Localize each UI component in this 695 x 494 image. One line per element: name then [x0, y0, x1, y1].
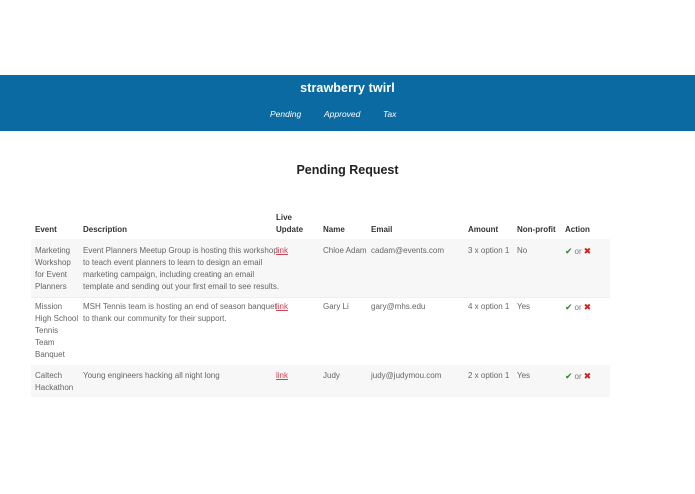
col-nonprofit: Non-profit — [517, 225, 556, 234]
event-line: Tennis — [35, 326, 59, 335]
row-actions — [565, 301, 591, 314]
reject-x-icon[interactable]: ✖ — [583, 302, 592, 312]
live-update-link[interactable]: link — [276, 371, 289, 380]
col-live-update-line2: Update — [276, 225, 304, 234]
row-amount: 3 x option 1 — [468, 246, 510, 255]
nav-tax[interactable]: Tax — [383, 109, 397, 119]
site-header — [0, 75, 695, 131]
or-label: or — [574, 372, 582, 381]
description-line: Young engineers hacking all night long — [83, 371, 220, 380]
event-line: Mission — [35, 302, 63, 311]
or-label: or — [574, 247, 582, 256]
row-amount: 4 x option 1 — [468, 302, 510, 311]
row-nonprofit: No — [517, 246, 528, 255]
row-event — [35, 301, 78, 361]
row-event — [35, 370, 73, 394]
row-nonprofit: Yes — [517, 371, 531, 380]
row-description — [83, 301, 277, 325]
row-nonprofit: Yes — [517, 302, 531, 311]
description-line: to thank our community for their support. — [83, 314, 227, 323]
row-email: gary@mhs.edu — [371, 302, 426, 311]
nav-approved[interactable]: Approved — [324, 109, 361, 119]
approve-check-icon[interactable]: ✔ — [565, 302, 573, 312]
event-line: High School — [35, 314, 79, 323]
row-description — [83, 245, 279, 293]
row-name: Chloe Adam — [323, 246, 367, 255]
row-actions — [565, 370, 591, 383]
live-update-link[interactable]: link — [276, 246, 289, 255]
row-email: judy@judymou.com — [371, 371, 442, 380]
live-update-link[interactable]: link — [276, 302, 289, 311]
event-line: Workshop — [35, 258, 71, 267]
description-line: Event Planners Meetup Group is hosting this workshop — [83, 246, 278, 255]
nav-pending[interactable]: Pending — [270, 109, 302, 119]
or-label: or — [574, 303, 582, 312]
approve-check-icon[interactable]: ✔ — [565, 371, 573, 381]
row-name: Gary Li — [323, 302, 349, 311]
row-amount: 2 x option 1 — [468, 371, 510, 380]
row-actions — [565, 245, 591, 258]
description-line: template and sending out your first email to see results. — [83, 282, 280, 291]
col-live-update-line1: Live — [276, 213, 293, 222]
approve-check-icon[interactable]: ✔ — [565, 246, 573, 256]
page-title: Pending Request — [296, 163, 399, 177]
row-event — [35, 245, 71, 293]
description-line: MSH Tennis team is hosting an end of season banquet — [83, 302, 277, 311]
event-line: Planners — [35, 282, 67, 291]
reject-x-icon[interactable]: ✖ — [583, 371, 592, 381]
row-description — [83, 370, 220, 382]
event-line: Caltech — [35, 371, 63, 380]
event-line: Banquet — [35, 350, 65, 359]
description-line: marketing campaign, including creating an email — [83, 270, 255, 279]
event-line: Team — [35, 338, 55, 347]
row-email: cadam@events.com — [371, 246, 445, 255]
row-name: Judy — [323, 371, 340, 380]
col-action: Action — [565, 225, 590, 234]
event-line: Hackathon — [35, 383, 74, 392]
event-line: for Event — [35, 270, 68, 279]
col-description: Description — [83, 225, 128, 234]
col-name: Name — [323, 225, 345, 234]
col-email: Email — [371, 225, 393, 234]
col-event: Event — [35, 225, 57, 234]
reject-x-icon[interactable]: ✖ — [583, 246, 592, 256]
event-line: Marketing — [35, 246, 71, 255]
site-title[interactable]: strawberry twirl — [300, 81, 395, 95]
description-line: to teach event planners to learn to design an email — [83, 258, 263, 267]
col-amount: Amount — [468, 225, 499, 234]
